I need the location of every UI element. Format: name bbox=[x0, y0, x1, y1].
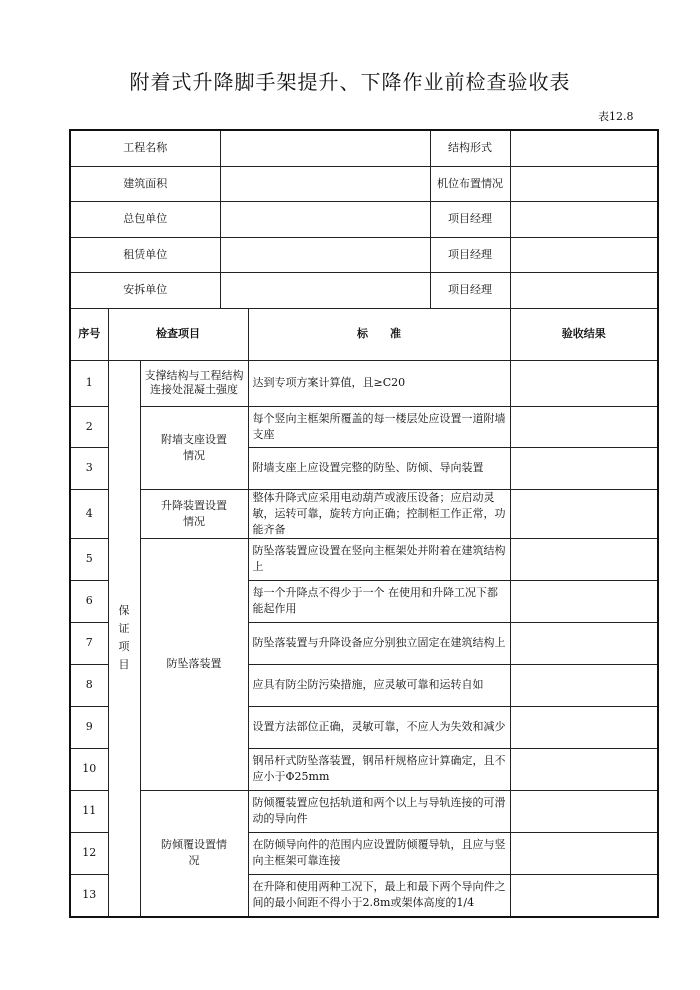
standard-text: 防倾覆装置应包括轨道和两个以上与导轨连接的可滑动的导向件 bbox=[248, 790, 510, 832]
category-label: 防坠落装置 bbox=[140, 538, 248, 790]
category-label: 支撑结构与工程结构连接处混凝土强度 bbox=[140, 360, 248, 406]
standard-text: 在升降和使用两种工况下，最上和最下两个导向件之间的最小间距不得小于2.8m或架体高度的1/4 bbox=[248, 874, 510, 917]
standard-text: 防坠落装置应设置在竖向主框架处并附着在建筑结构上 bbox=[248, 538, 510, 580]
row-number: 4 bbox=[70, 489, 108, 538]
info-label: 工程名称 bbox=[70, 130, 220, 166]
info-row bbox=[70, 166, 658, 201]
table-row bbox=[70, 538, 658, 580]
standard-text: 在防倾导向件的范围内应设置防倾覆导轨，且应与竖向主框架可靠连接 bbox=[248, 832, 510, 874]
result-field[interactable] bbox=[510, 447, 658, 489]
result-field[interactable] bbox=[510, 664, 658, 706]
result-field[interactable] bbox=[510, 790, 658, 832]
standard-text: 每个竖向主框架所覆盖的每一楼层处应设置一道附墙支座 bbox=[248, 406, 510, 447]
row-number: 7 bbox=[70, 622, 108, 664]
category-label: 附墙支座设置情况 bbox=[140, 406, 248, 489]
header-item: 检查项目 bbox=[108, 308, 248, 360]
table-row bbox=[70, 790, 658, 832]
inspection-form bbox=[69, 129, 659, 918]
standard-text: 达到专项方案计算值，且≥C20 bbox=[248, 360, 510, 406]
info-label: 项目经理 bbox=[430, 237, 510, 272]
result-field[interactable] bbox=[510, 706, 658, 748]
category-label: 防倾覆设置情况 bbox=[140, 790, 248, 917]
info-value-field[interactable] bbox=[510, 237, 658, 272]
header-result: 验收结果 bbox=[510, 308, 658, 360]
result-field[interactable] bbox=[510, 874, 658, 917]
standard-text: 防坠落装置与升降设备应分别独立固定在建筑结构上 bbox=[248, 622, 510, 664]
info-label: 结构形式 bbox=[430, 130, 510, 166]
info-label: 租赁单位 bbox=[70, 237, 220, 272]
result-field[interactable] bbox=[510, 580, 658, 622]
info-row bbox=[70, 272, 658, 308]
standard-text: 应具有防尘防污染措施，应灵敏可靠和运转自如 bbox=[248, 664, 510, 706]
info-row bbox=[70, 237, 658, 272]
group-label bbox=[108, 360, 140, 917]
row-number: 6 bbox=[70, 580, 108, 622]
info-label: 总包单位 bbox=[70, 201, 220, 237]
row-number: 11 bbox=[70, 790, 108, 832]
row-number: 10 bbox=[70, 748, 108, 790]
info-label: 项目经理 bbox=[430, 201, 510, 237]
category-label: 升降装置设置情况 bbox=[140, 489, 248, 538]
table-row bbox=[70, 360, 658, 406]
row-number: 3 bbox=[70, 447, 108, 489]
standard-text: 每一个升降点不得少于一个 在使用和升降工况下都能起作用 bbox=[248, 580, 510, 622]
info-value-field[interactable] bbox=[220, 166, 430, 201]
page-title: 附着式升降脚手架提升、下降作业前检查验收表 bbox=[129, 70, 571, 94]
standard-text: 钢吊杆式防坠落装置，钢吊杆规格应计算确定，且不应小于Φ25mm bbox=[248, 748, 510, 790]
row-number: 13 bbox=[70, 874, 108, 917]
row-number: 1 bbox=[70, 360, 108, 406]
result-field[interactable] bbox=[510, 622, 658, 664]
standard-text: 设置方法部位正确，灵敏可靠，不应人为失效和减少 bbox=[248, 706, 510, 748]
info-value-field[interactable] bbox=[510, 130, 658, 166]
info-row bbox=[70, 130, 658, 166]
result-field[interactable] bbox=[510, 406, 658, 447]
table-row bbox=[70, 489, 658, 538]
table-header-row bbox=[70, 308, 658, 360]
result-field[interactable] bbox=[510, 538, 658, 580]
header-standard: 标 准 bbox=[248, 308, 510, 360]
table-row bbox=[70, 406, 658, 447]
standard-text: 附墙支座上应设置完整的防坠、防倾、导向装置 bbox=[248, 447, 510, 489]
row-number: 8 bbox=[70, 664, 108, 706]
table-number: 表12.8 bbox=[598, 110, 634, 123]
info-value-field[interactable] bbox=[510, 272, 658, 308]
row-number: 5 bbox=[70, 538, 108, 580]
result-field[interactable] bbox=[510, 489, 658, 538]
info-label: 项目经理 bbox=[430, 272, 510, 308]
info-value-field[interactable] bbox=[510, 166, 658, 201]
info-value-field[interactable] bbox=[220, 130, 430, 166]
info-label: 安拆单位 bbox=[70, 272, 220, 308]
result-field[interactable] bbox=[510, 832, 658, 874]
info-value-field[interactable] bbox=[220, 237, 430, 272]
info-label: 机位布置情况 bbox=[430, 166, 510, 201]
info-value-field[interactable] bbox=[220, 272, 430, 308]
info-value-field[interactable] bbox=[220, 201, 430, 237]
row-number: 9 bbox=[70, 706, 108, 748]
standard-text: 整体升降式应采用电动葫芦或液压设备；应启动灵敏，运转可靠，旋转方向正确；控制柜工作正常，功能齐备 bbox=[248, 489, 510, 538]
row-number: 12 bbox=[70, 832, 108, 874]
result-field[interactable] bbox=[510, 748, 658, 790]
row-number: 2 bbox=[70, 406, 108, 447]
info-label: 建筑面积 bbox=[70, 166, 220, 201]
group-label-text: 保证项目 bbox=[118, 604, 130, 672]
info-row bbox=[70, 201, 658, 237]
info-value-field[interactable] bbox=[510, 201, 658, 237]
result-field[interactable] bbox=[510, 360, 658, 406]
header-no: 序号 bbox=[70, 308, 108, 360]
